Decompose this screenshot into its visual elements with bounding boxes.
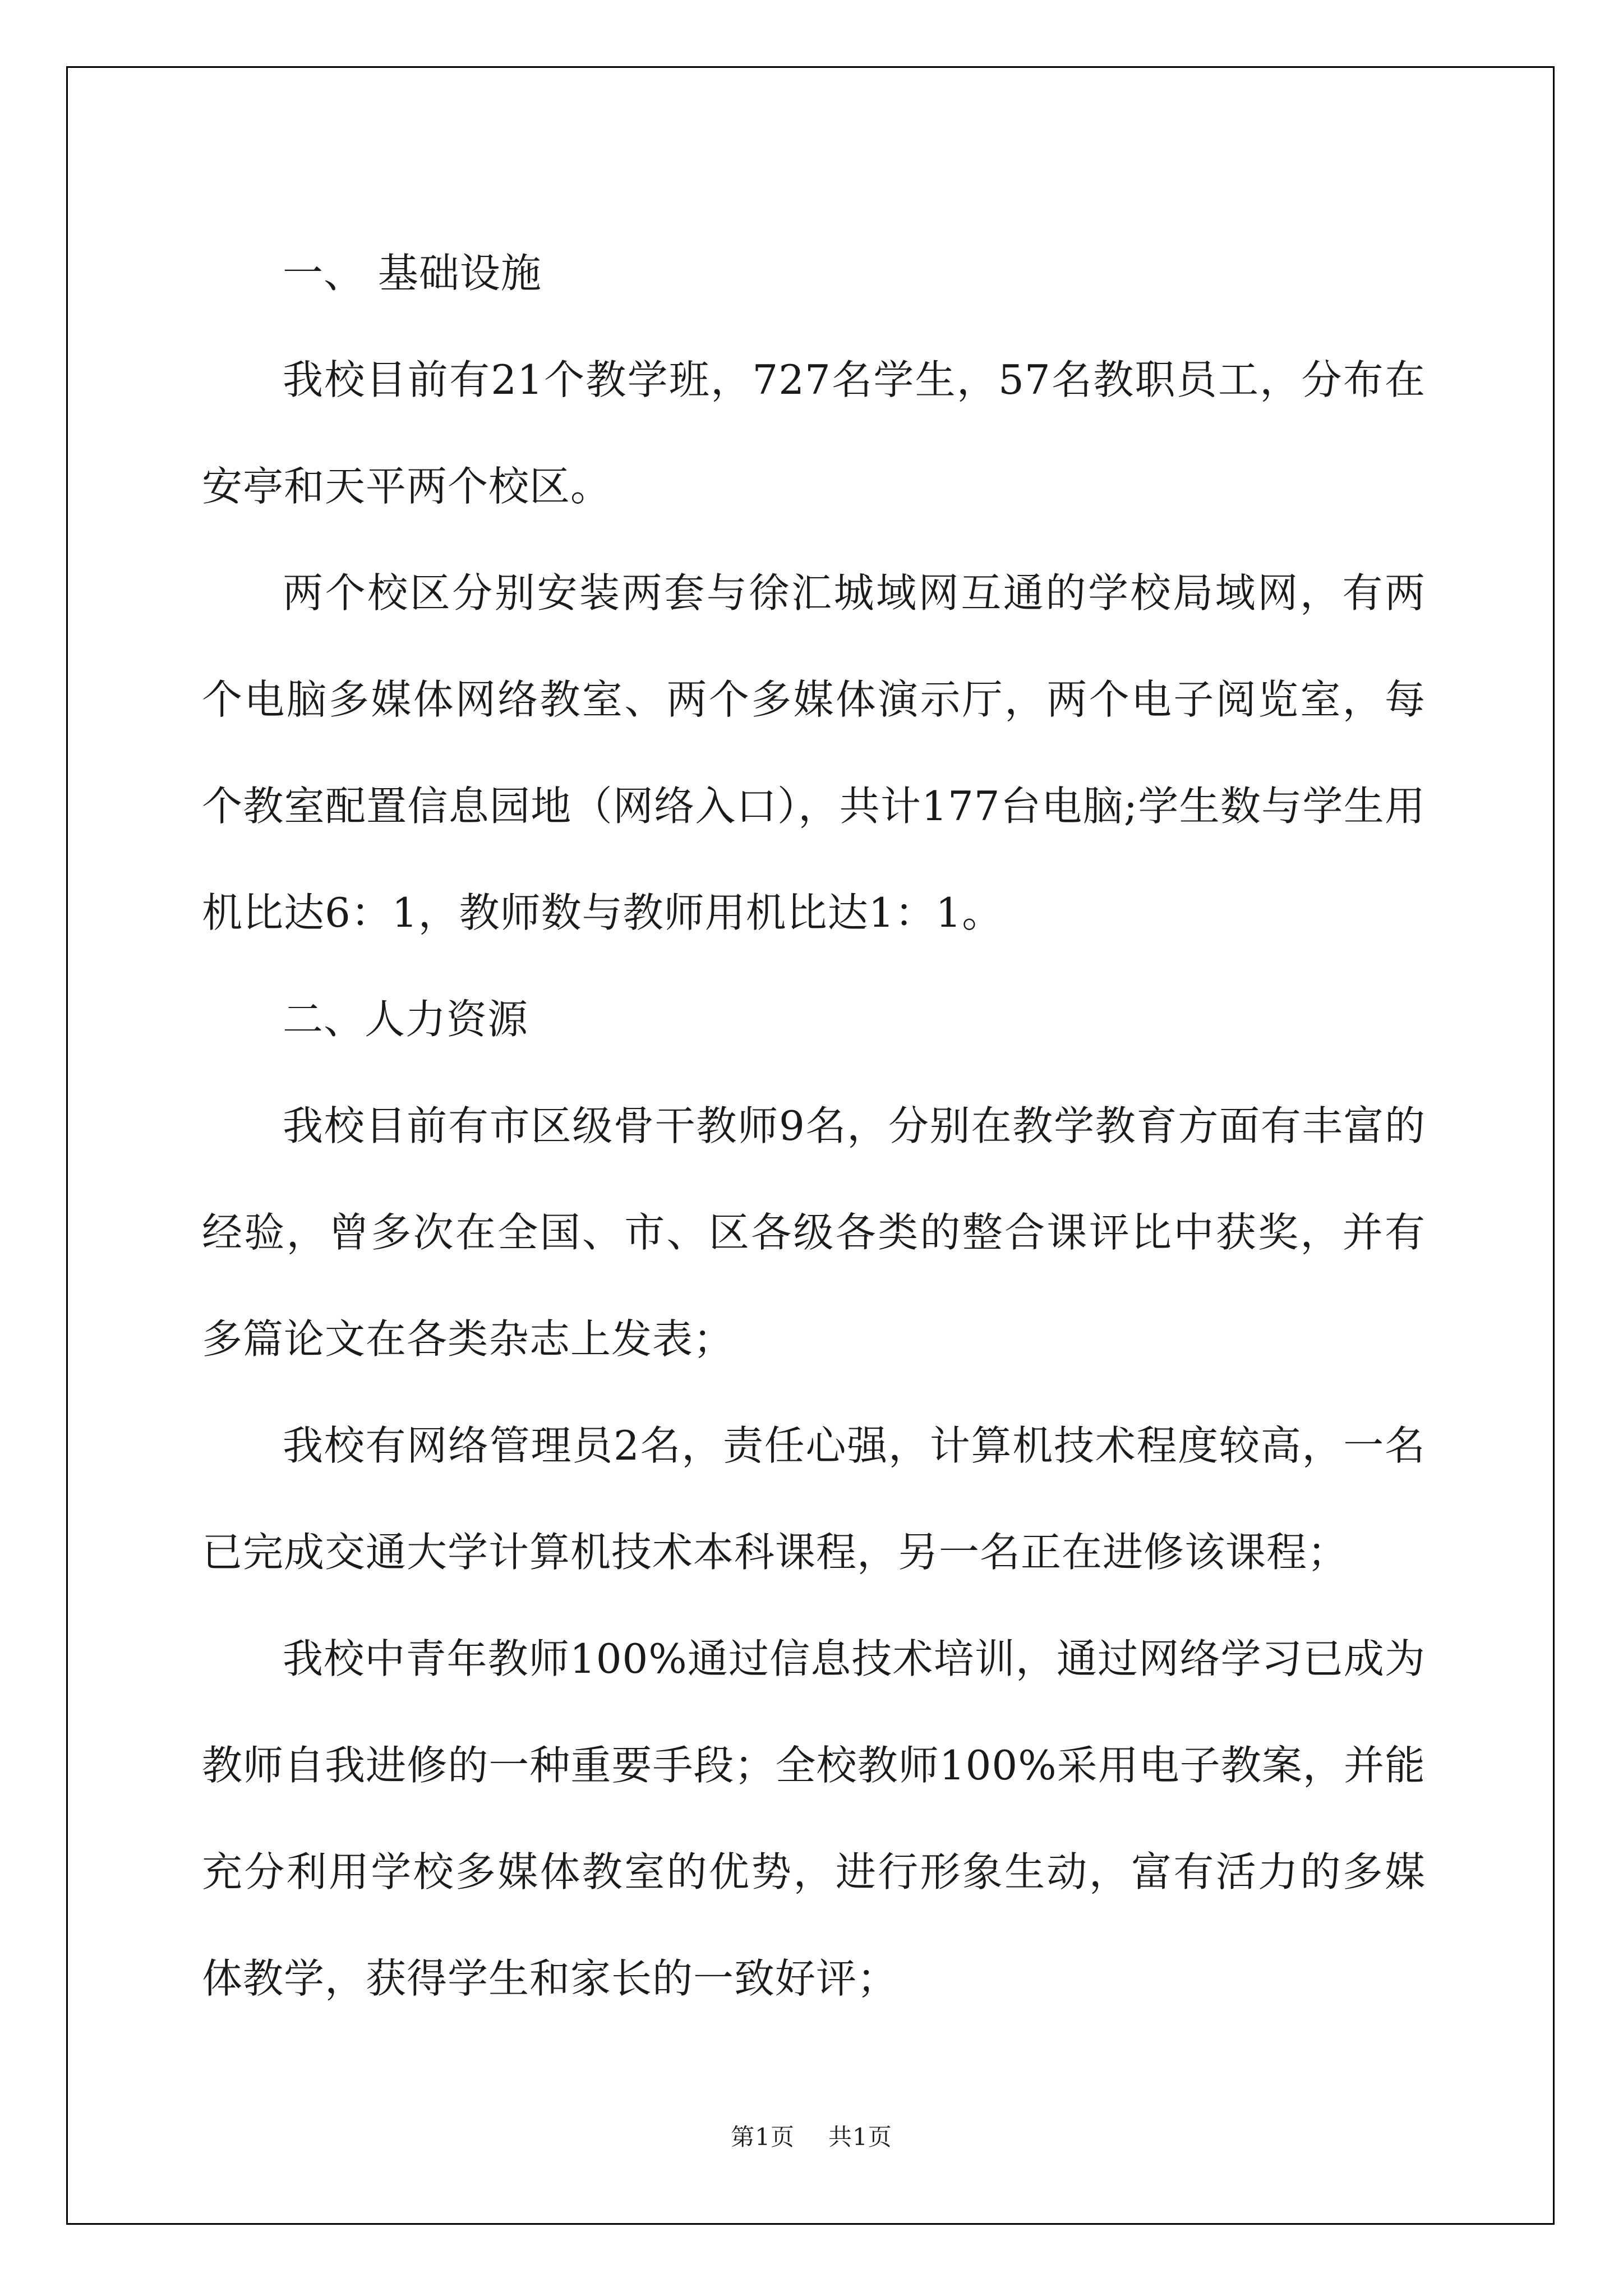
paragraph-network-facilities: 两个校区分别安装两套与徐汇城域网互通的学校局域网，有两个电脑多媒体网络教室、两个多媒体演示厅，两个电子阅览室，每个教室配置信息园地（网络入口），共计177台电脑;学生数与学生用机比达6：1，教师数与教师用机比达1：1。 (202, 569, 1426, 936)
section-heading-infrastructure: 一、 基础设施 (283, 250, 542, 297)
page-number: 第1页 (731, 2123, 795, 2151)
document-body (202, 220, 1426, 2032)
section-heading-human-resources: 二、人力资源 (283, 996, 529, 1043)
paragraph-network-admins: 我校有网络管理员2名，责任心强，计算机技术程度较高，一名已完成交通大学计算机技术本科课程，另一名正在进修该课程； (202, 1422, 1426, 1576)
paragraph-school-overview: 我校目前有21个教学班，727名学生，57名教职员工，分布在安亭和天平两个校区。 (202, 356, 1426, 510)
page-total: 共1页 (828, 2123, 892, 2151)
page-footer (0, 2120, 1623, 2154)
paragraph-teacher-training: 我校中青年教师100%通过信息技术培训，通过网络学习已成为教师自我进修的一种重要手段；全校教师100%采用电子教案，并能充分利用学校多媒体教室的优势，进行形象生动，富有活力的多媒体教学，获得学生和家长的一致好评； (202, 1635, 1426, 2002)
paragraph-backbone-teachers: 我校目前有市区级骨干教师9名，分别在教学教育方面有丰富的经验，曾多次在全国、市、区各级各类的整合课评比中获奖，并有多篇论文在各类杂志上发表； (202, 1102, 1426, 1363)
